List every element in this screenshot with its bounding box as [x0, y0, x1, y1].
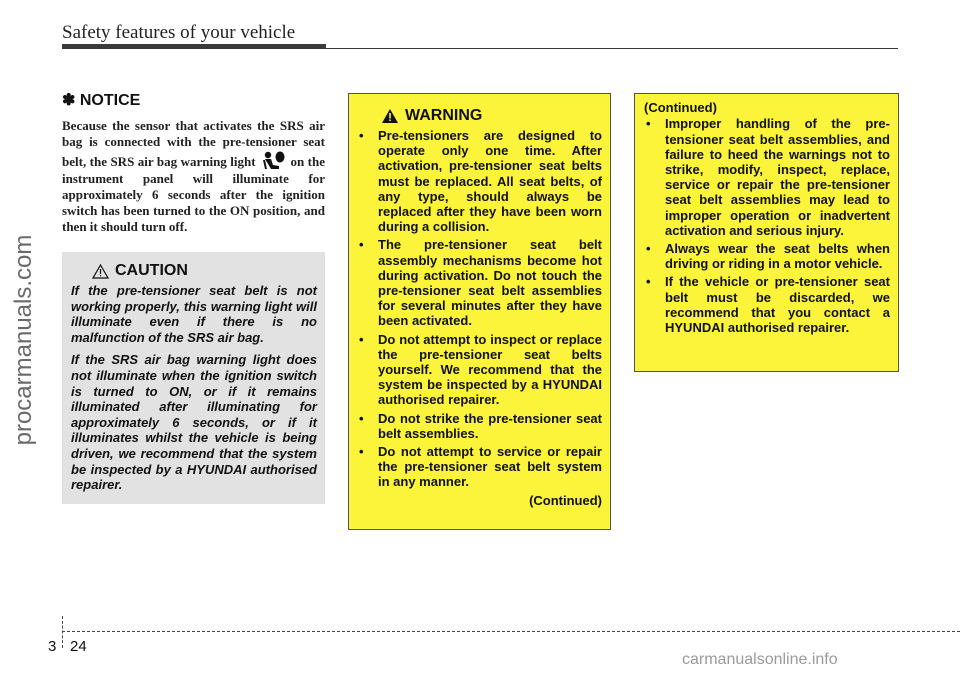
warning-continued: (Continued) — [529, 492, 602, 508]
notice-text-before: Because the sensor that activates the SRS air bag is connected with the pre-tensioner seat belt, the SRS air bag warning light — [62, 118, 325, 169]
header-bar — [62, 44, 326, 49]
airbag-warning-light-icon — [259, 151, 287, 171]
caution-box — [62, 252, 325, 504]
warning-heading-text: WARNING — [405, 107, 483, 124]
warning-heading — [381, 107, 602, 125]
caution-heading-text: CAUTION — [115, 262, 188, 279]
warning-item: • Pre-tensioners are designed to operate only one time. After activation, pre-tensioner seat belts must be replaced. All seat belts, of any type, should always be replaced after they have been worn during a collision. — [357, 128, 602, 234]
caution-triangle-icon — [92, 264, 109, 279]
caution-paragraph: If the SRS air bag warning light does not illuminate when the ignition switch is turned to ON, or if it remains illuminated after illuminating for approximately 6 seconds, or if it illuminates whilst the vehicle is being driven, we recommend that the system be inspected by a HYUNDAI authorised repairer. — [71, 352, 317, 493]
page-header-title: Safety features of your vehicle — [62, 22, 296, 43]
warning-item: • Do not strike the pre-tensioner seat belt assemblies. — [357, 411, 602, 441]
warning-list — [357, 128, 602, 490]
warning-continued-box — [634, 93, 899, 372]
side-watermark-text: procarmanuals.com — [10, 234, 37, 446]
bottom-watermark: carmanualsonline.info — [682, 651, 838, 668]
continued-heading: (Continued) — [644, 100, 717, 115]
caution-paragraph: If the pre-tensioner seat belt is not working properly, this warning light will illuminate even if there is no malfunction of the SRS air bag. — [71, 283, 317, 345]
warning-item: • Do not attempt to service or repair the pre-tensioner seat belt system in any manner. — [357, 444, 602, 490]
notice-heading: ✽ NOTICE — [62, 92, 141, 109]
warning-item: • The pre-tensioner seat belt assembly mechanisms become hot during activation. Do not touch the pre-tensioner seat belt assemblies for several minutes after they have been activated. — [357, 237, 602, 328]
notice-text-after: on the instrument panel will illuminate for approximately 6 seconds after the ignition switch has been turned to the ON position, and then it should turn off. — [62, 153, 326, 235]
continued-warning-list — [644, 116, 890, 335]
warning-item: • Always wear the seat belts when driving or riding in a motor vehicle. — [644, 241, 890, 271]
warning-triangle-icon — [381, 108, 399, 124]
notice-body — [62, 118, 325, 236]
warning-item: • Do not attempt to inspect or replace the pre-tensioner seat belts yourself. We recommend that the system be inspected by a HYUNDAI authorised repairer. — [357, 332, 602, 408]
warning-box — [348, 93, 611, 530]
chapter-number: 3 — [48, 638, 57, 655]
footer-divider-vertical — [62, 616, 63, 648]
header-rule — [326, 48, 898, 49]
page-number: 24 — [70, 638, 87, 655]
side-watermark — [4, 225, 44, 455]
warning-item: • Improper handling of the pre-tensioner seat belt assemblies, and failure to heed the warnings not to strike, modify, inspect, replace, service or repair the pre-tensioner seat belt assemblies may lead to improper operation or inadvertent activation and serious injury. — [644, 116, 890, 238]
footer-divider-horizontal — [62, 631, 960, 632]
warning-item: • If the vehicle or pre-tensioner seat belt must be discarded, we recommend that you contact a HYUNDAI authorised repairer. — [644, 274, 890, 335]
caution-heading — [92, 262, 317, 280]
